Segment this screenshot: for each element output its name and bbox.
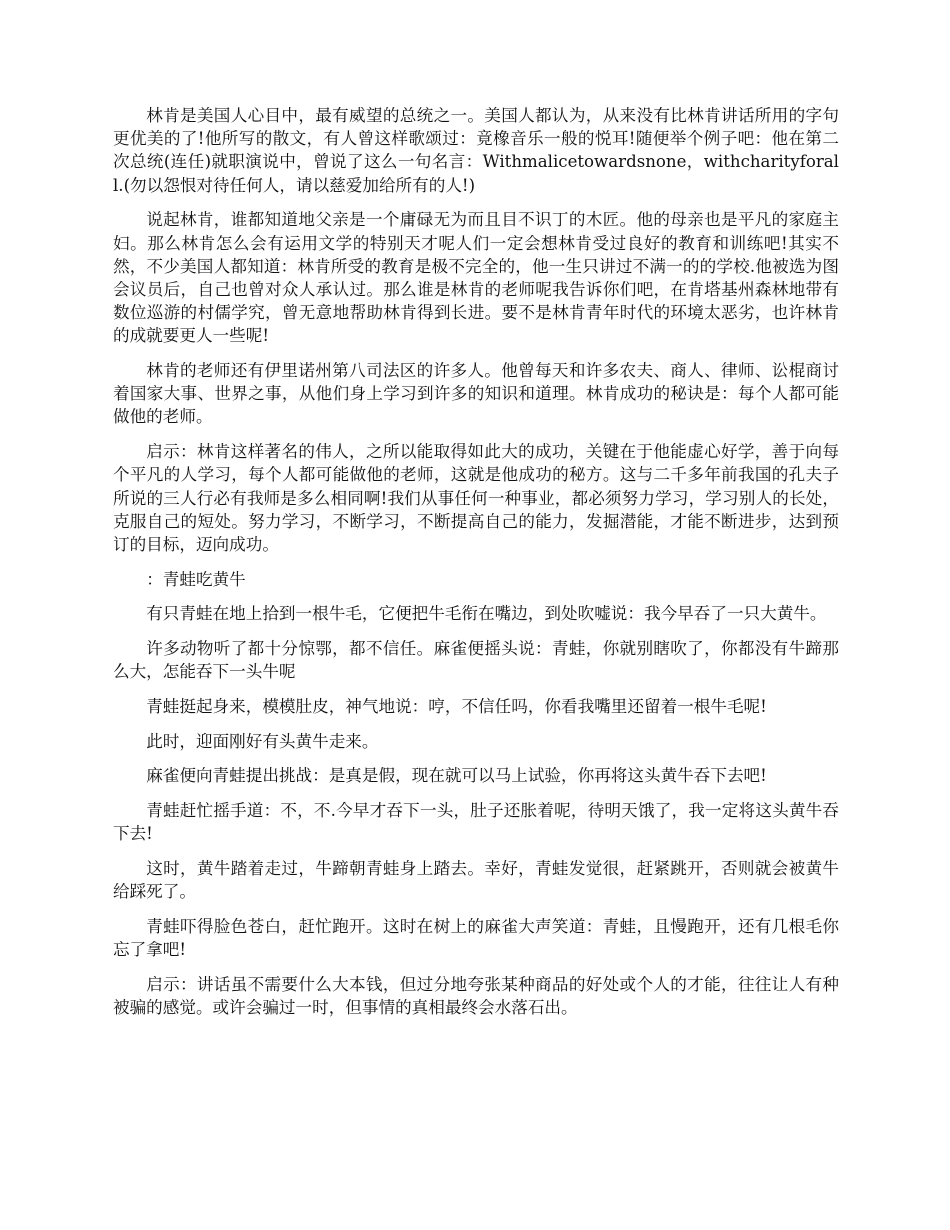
paragraph-lincoln-teachers: 林肯的老师还有伊里诺州第八司法区的许多人。他曾每天和许多农夫、商人、律师、讼棍商讨着国家大事、世界之事，从他们身上学习到许多的知识和道理。林肯成功的秘诀是：每个人都可能做他的老师。: [113, 361, 839, 427]
paragraph-frog-8: 青蛙吓得脸色苍白，赶忙跑开。这时在树上的麻雀大声笑道：青蛙，且慢跑开，还有几根毛你忘了拿吧!: [113, 916, 839, 960]
paragraph-frog-7: 这时，黄牛踏着走过，牛蹄朝青蛙身上踏去。幸好，青蛙发觉很，赶紧跳开，否则就会被黄牛给踩死了。: [113, 858, 839, 902]
paragraph-frog-6: 青蛙赶忙摇手道：不，不.今早才吞下一头，肚子还胀着呢，待明天饿了，我一定将这头黄牛吞下去!: [113, 801, 839, 844]
paragraph-lincoln-moral: 启示：林肯这样著名的伟人，之所以能取得如此大的成功，关键在于他能虚心好学，善于向每个平凡的人学习，每个人都可能做他的老师，这就是他成功的秘方。这与二千多年前我国的孔夫子所说的三人行必有我师是多么相同啊!我们从事任何一种事业，都必须努力学习，学习别人的长处，克服自己的短处。努力学习，不断学习，不断提高自己的能力，发掘潜能，才能不断进步，达到预订的目标，迈向成功。: [113, 442, 839, 554]
paragraph-frog-4: 此时，迎面刚好有头黄牛走来。: [146, 731, 379, 751]
paragraph-frog-2: 许多动物听了都十分惊鄂，都不信任。麻雀便摇头说：青蛙，你就别瞎吹了，你都没有牛蹄那么大，怎能吞下一头牛呢: [113, 639, 839, 682]
paragraph-lincoln-intro: 林肯是美国人心目中，最有威望的总统之一。美国人都认为，从来没有比林肯讲话所用的字句更优美的了!他所写的散文，有人曾这样歌颂过：竟橡音乐一般的悦耳!随便举个例子吧：他在第二次总统(连任)就职演说中，曾说了这么一句名言：Withmalicetowardsnone，withcharityforall.(勿以怨恨对待任何人，请以慈爱加给所有的人!): [113, 106, 839, 195]
document-body: [113, 104, 839, 1031]
paragraph-frog-3: 青蛙挺起身来，模模肚皮，神气地说：哼，不信任吗，你看我嘴里还留着一根牛毛呢!: [146, 696, 767, 716]
story-title-frog: ：青蛙吃黄牛: [146, 569, 246, 589]
paragraph-frog-1: 有只青蛙在地上拾到一根牛毛，它便把牛毛衔在嘴边，到处吹嘘说：我今早吞了一只大黄牛。: [146, 604, 827, 624]
paragraph-frog-moral: 启示：讲话虽不需要什么大本钱，但过分地夸张某种商品的好处或个人的才能，往往让人有种被骗的感觉。或许会骗过一时，但事情的真相最终会水落石出。: [113, 974, 839, 1017]
paragraph-frog-5: 麻雀便向青蛙提出挑战：是真是假，现在就可以马上试验，你再将这头黄牛吞下去吧!: [146, 766, 767, 786]
paragraph-lincoln-background: 说起林肯，谁都知道地父亲是一个庸碌无为而且目不识丁的木匠。他的母亲也是平凡的家庭主妇。那么林肯怎么会有运用文学的特别天才呢人们一定会想林肯受过良好的教育和训练吧!其实不然，不少美国人都知道：林肯所受的教育是极不完全的，他一生只讲过不满一的的学校.他被选为图会议员后，自己也曾对众人承认过。那么谁是林肯的老师呢我告诉你们吧，在肯塔基州森林地带有数位巡游的村儒学究，曾无意地帮助林肯得到长进。要不是林肯青年时代的环境太恶劣，也许林肯的成就要更人一些呢!: [113, 210, 839, 346]
